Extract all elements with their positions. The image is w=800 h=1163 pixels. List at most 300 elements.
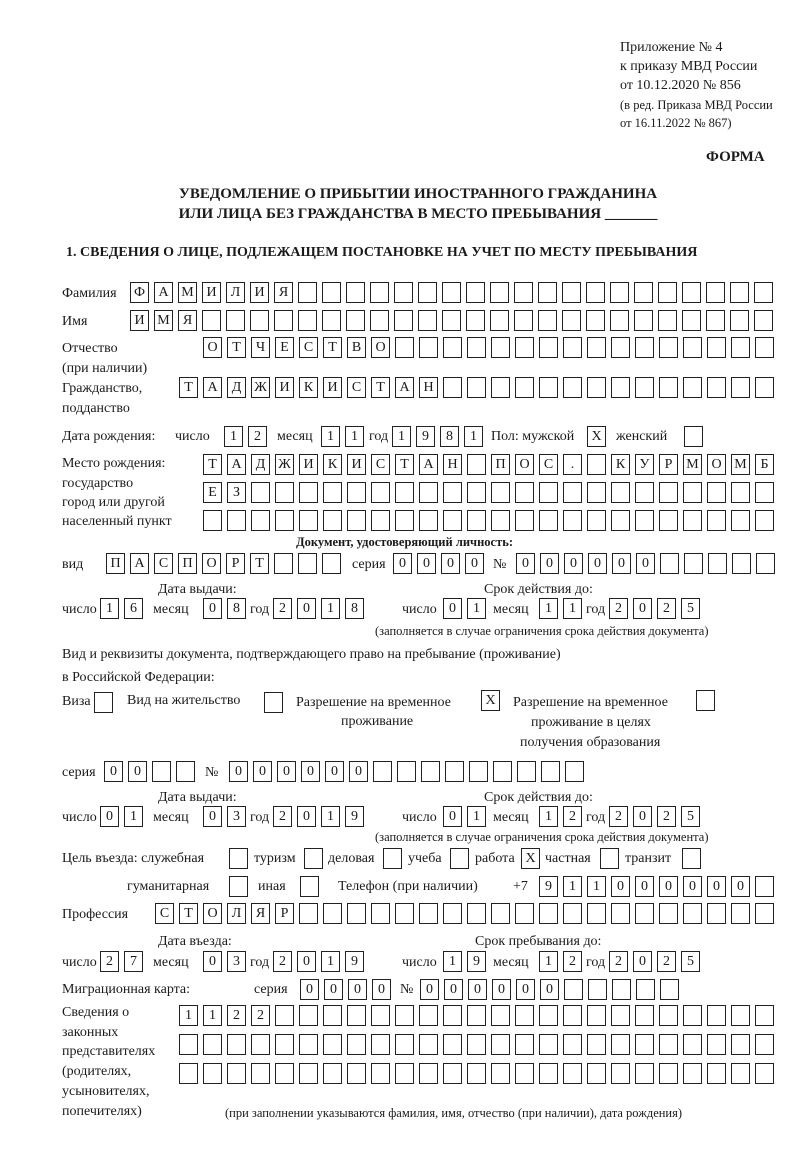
char-box[interactable] [371,510,390,531]
char-box[interactable] [275,1005,294,1026]
char-box[interactable]: 0 [203,951,222,972]
char-box[interactable]: 0 [683,876,702,897]
char-box[interactable] [275,482,294,503]
char-box[interactable] [467,510,486,531]
char-box[interactable]: И [202,282,221,303]
char-box[interactable] [419,1063,438,1084]
char-box[interactable] [731,482,750,503]
char-box[interactable] [755,337,774,358]
char-box[interactable] [419,337,438,358]
char-box[interactable] [467,1034,486,1055]
char-box[interactable]: О [707,454,726,475]
char-box[interactable] [491,1063,510,1084]
char-box[interactable] [299,510,318,531]
char-box[interactable] [515,337,534,358]
char-box[interactable] [564,979,583,1000]
char-box[interactable]: А [395,377,414,398]
char-box[interactable] [659,1005,678,1026]
char-box[interactable]: Я [251,903,270,924]
char-box[interactable] [611,1034,630,1055]
char-box[interactable] [635,1063,654,1084]
char-box[interactable] [635,377,654,398]
char-box[interactable] [684,553,703,574]
char-box[interactable]: 0 [635,876,654,897]
char-box[interactable] [683,377,702,398]
char-box[interactable] [515,377,534,398]
checkbox[interactable] [696,690,715,711]
char-box[interactable]: 0 [301,761,320,782]
char-box[interactable]: З [227,482,246,503]
char-box[interactable]: О [203,903,222,924]
char-box[interactable]: 2 [227,1005,246,1026]
char-box[interactable] [397,761,416,782]
char-box[interactable]: 0 [468,979,487,1000]
char-box[interactable]: И [347,454,366,475]
char-box[interactable] [755,482,774,503]
char-box[interactable] [322,553,341,574]
char-box[interactable]: 0 [100,806,119,827]
char-box[interactable]: 1 [124,806,143,827]
char-box[interactable] [299,1005,318,1026]
char-box[interactable] [299,482,318,503]
char-box[interactable]: С [154,553,173,574]
char-box[interactable]: Б [755,454,774,475]
char-box[interactable] [660,553,679,574]
char-box[interactable] [587,377,606,398]
char-box[interactable] [395,510,414,531]
char-box[interactable] [515,1063,534,1084]
char-box[interactable] [683,903,702,924]
char-box[interactable] [251,482,270,503]
char-box[interactable] [754,282,773,303]
char-box[interactable] [754,310,773,331]
char-box[interactable] [442,310,461,331]
char-box[interactable] [517,761,536,782]
char-box[interactable] [515,903,534,924]
char-box[interactable] [203,510,222,531]
char-box[interactable] [467,482,486,503]
char-box[interactable] [634,310,653,331]
char-box[interactable] [539,482,558,503]
char-box[interactable] [322,282,341,303]
char-box[interactable]: 1 [321,598,340,619]
char-box[interactable] [635,903,654,924]
char-box[interactable]: С [299,337,318,358]
char-box[interactable]: О [515,454,534,475]
char-box[interactable]: 1 [203,1005,222,1026]
char-box[interactable] [659,337,678,358]
char-box[interactable] [611,903,630,924]
char-box[interactable] [298,553,317,574]
char-box[interactable]: Л [226,282,245,303]
checkbox[interactable] [684,426,703,447]
char-box[interactable] [541,761,560,782]
char-box[interactable] [323,1063,342,1084]
char-box[interactable] [251,1034,270,1055]
char-box[interactable]: А [154,282,173,303]
char-box[interactable] [659,482,678,503]
char-box[interactable] [322,310,341,331]
char-box[interactable] [682,282,701,303]
char-box[interactable]: 0 [611,876,630,897]
char-box[interactable] [395,1034,414,1055]
char-box[interactable] [467,454,486,475]
checkbox[interactable] [600,848,619,869]
char-box[interactable] [371,482,390,503]
char-box[interactable]: Ч [251,337,270,358]
char-box[interactable] [418,310,437,331]
char-box[interactable] [299,1063,318,1084]
char-box[interactable]: 2 [273,806,292,827]
char-box[interactable] [421,761,440,782]
char-box[interactable]: Е [203,482,222,503]
char-box[interactable]: Т [203,454,222,475]
checkbox[interactable] [300,876,319,897]
char-box[interactable]: 2 [100,951,119,972]
char-box[interactable] [707,482,726,503]
char-box[interactable] [611,337,630,358]
char-box[interactable] [539,1005,558,1026]
char-box[interactable] [538,282,557,303]
char-box[interactable] [298,310,317,331]
char-box[interactable]: 0 [277,761,296,782]
char-box[interactable] [658,310,677,331]
char-box[interactable]: М [731,454,750,475]
char-box[interactable] [587,482,606,503]
char-box[interactable] [467,903,486,924]
checkbox[interactable] [94,692,113,713]
char-box[interactable]: 1 [467,598,486,619]
char-box[interactable]: 2 [609,951,628,972]
char-box[interactable] [586,282,605,303]
char-box[interactable] [635,510,654,531]
char-box[interactable] [514,310,533,331]
char-box[interactable]: Т [227,337,246,358]
char-box[interactable]: 0 [393,553,412,574]
char-box[interactable]: Т [250,553,269,574]
char-box[interactable] [611,377,630,398]
char-box[interactable]: 9 [416,426,435,447]
char-box[interactable] [443,377,462,398]
char-box[interactable] [731,903,750,924]
char-box[interactable] [467,1063,486,1084]
char-box[interactable]: 9 [345,951,364,972]
char-box[interactable] [176,761,195,782]
char-box[interactable] [563,377,582,398]
char-box[interactable] [635,337,654,358]
char-box[interactable] [274,310,293,331]
char-box[interactable] [683,1005,702,1026]
char-box[interactable] [563,510,582,531]
char-box[interactable] [635,1034,654,1055]
checkbox[interactable] [450,848,469,869]
char-box[interactable]: О [203,337,222,358]
char-box[interactable] [395,1063,414,1084]
char-box[interactable]: 2 [657,598,676,619]
char-box[interactable] [443,1034,462,1055]
char-box[interactable] [587,1063,606,1084]
char-box[interactable] [515,1005,534,1026]
char-box[interactable]: К [323,454,342,475]
char-box[interactable]: 8 [345,598,364,619]
char-box[interactable] [707,337,726,358]
checkbox[interactable] [229,848,248,869]
char-box[interactable]: 2 [563,806,582,827]
char-box[interactable] [611,1005,630,1026]
checkbox[interactable] [304,848,323,869]
char-box[interactable] [539,510,558,531]
char-box[interactable] [707,1063,726,1084]
char-box[interactable] [731,1063,750,1084]
char-box[interactable]: М [178,282,197,303]
char-box[interactable] [538,310,557,331]
char-box[interactable]: 0 [516,979,535,1000]
char-box[interactable] [347,1005,366,1026]
char-box[interactable]: Н [443,454,462,475]
char-box[interactable] [299,1034,318,1055]
char-box[interactable]: М [683,454,702,475]
char-box[interactable] [659,1034,678,1055]
char-box[interactable]: 8 [440,426,459,447]
char-box[interactable]: 0 [229,761,248,782]
char-box[interactable]: И [323,377,342,398]
char-box[interactable] [274,553,293,574]
char-box[interactable] [395,337,414,358]
char-box[interactable]: 2 [657,806,676,827]
char-box[interactable] [708,553,727,574]
char-box[interactable] [707,377,726,398]
char-box[interactable] [612,979,631,1000]
char-box[interactable] [202,310,221,331]
char-box[interactable] [443,337,462,358]
char-box[interactable] [756,553,775,574]
char-box[interactable] [732,553,751,574]
char-box[interactable]: Д [251,454,270,475]
char-box[interactable]: Т [371,377,390,398]
char-box[interactable]: А [130,553,149,574]
char-box[interactable]: 8 [227,598,246,619]
char-box[interactable]: 0 [633,598,652,619]
char-box[interactable] [731,1005,750,1026]
checkbox[interactable]: X [587,426,606,447]
char-box[interactable]: 0 [104,761,123,782]
char-box[interactable] [493,761,512,782]
char-box[interactable]: 0 [444,979,463,1000]
char-box[interactable]: Ж [251,377,270,398]
char-box[interactable] [395,482,414,503]
char-box[interactable] [587,1005,606,1026]
char-box[interactable] [611,510,630,531]
char-box[interactable] [395,1005,414,1026]
char-box[interactable]: 2 [609,806,628,827]
char-box[interactable]: 1 [464,426,483,447]
char-box[interactable]: 1 [345,426,364,447]
char-box[interactable] [226,310,245,331]
char-box[interactable] [251,1063,270,1084]
char-box[interactable] [659,510,678,531]
char-box[interactable]: 0 [300,979,319,1000]
char-box[interactable] [466,310,485,331]
char-box[interactable]: 0 [516,553,535,574]
char-box[interactable] [491,510,510,531]
char-box[interactable] [394,310,413,331]
char-box[interactable] [469,761,488,782]
char-box[interactable]: 0 [443,806,462,827]
char-box[interactable]: 1 [587,876,606,897]
char-box[interactable]: 0 [203,598,222,619]
char-box[interactable]: О [202,553,221,574]
char-box[interactable] [203,1034,222,1055]
char-box[interactable] [419,903,438,924]
char-box[interactable] [586,310,605,331]
char-box[interactable]: 0 [540,979,559,1000]
char-box[interactable]: 0 [297,951,316,972]
char-box[interactable] [443,903,462,924]
char-box[interactable] [562,282,581,303]
char-box[interactable]: Р [659,454,678,475]
char-box[interactable] [227,510,246,531]
char-box[interactable]: 0 [420,979,439,1000]
char-box[interactable]: 9 [345,806,364,827]
char-box[interactable]: 2 [273,951,292,972]
char-box[interactable] [419,510,438,531]
char-box[interactable]: 1 [539,806,558,827]
char-box[interactable] [706,282,725,303]
char-box[interactable]: 2 [273,598,292,619]
char-box[interactable]: 5 [681,951,700,972]
checkbox[interactable] [383,848,402,869]
char-box[interactable]: 3 [227,951,246,972]
char-box[interactable] [347,510,366,531]
char-box[interactable] [467,337,486,358]
char-box[interactable] [539,903,558,924]
char-box[interactable] [683,482,702,503]
char-box[interactable] [419,1034,438,1055]
char-box[interactable]: 0 [324,979,343,1000]
char-box[interactable]: 0 [253,761,272,782]
checkbox[interactable] [264,692,283,713]
char-box[interactable] [203,1063,222,1084]
char-box[interactable]: Н [419,377,438,398]
char-box[interactable] [491,337,510,358]
char-box[interactable] [658,282,677,303]
char-box[interactable] [395,903,414,924]
char-box[interactable]: 2 [609,598,628,619]
char-box[interactable] [490,310,509,331]
char-box[interactable]: 5 [681,806,700,827]
char-box[interactable] [515,510,534,531]
char-box[interactable]: 1 [100,598,119,619]
char-box[interactable]: 1 [321,951,340,972]
char-box[interactable]: И [250,282,269,303]
char-box[interactable]: Л [227,903,246,924]
char-box[interactable] [298,282,317,303]
char-box[interactable]: 0 [633,806,652,827]
char-box[interactable] [419,482,438,503]
char-box[interactable] [442,282,461,303]
char-box[interactable]: 1 [539,951,558,972]
char-box[interactable]: 0 [128,761,147,782]
char-box[interactable] [418,282,437,303]
char-box[interactable] [323,903,342,924]
char-box[interactable] [467,377,486,398]
char-box[interactable]: 7 [124,951,143,972]
char-box[interactable] [490,282,509,303]
char-box[interactable] [347,482,366,503]
char-box[interactable] [491,903,510,924]
char-box[interactable]: К [611,454,630,475]
char-box[interactable] [635,1005,654,1026]
char-box[interactable] [347,1034,366,1055]
char-box[interactable] [371,903,390,924]
char-box[interactable]: 0 [297,598,316,619]
char-box[interactable] [682,310,701,331]
char-box[interactable] [611,482,630,503]
char-box[interactable] [539,1034,558,1055]
char-box[interactable] [323,1005,342,1026]
char-box[interactable] [539,337,558,358]
char-box[interactable]: 2 [248,426,267,447]
char-box[interactable]: Е [275,337,294,358]
char-box[interactable] [610,282,629,303]
char-box[interactable] [731,377,750,398]
char-box[interactable]: Р [275,903,294,924]
char-box[interactable]: Т [323,337,342,358]
char-box[interactable]: К [299,377,318,398]
char-box[interactable] [467,1005,486,1026]
char-box[interactable] [565,761,584,782]
char-box[interactable]: 0 [540,553,559,574]
char-box[interactable]: 0 [659,876,678,897]
char-box[interactable]: С [155,903,174,924]
char-box[interactable] [539,1063,558,1084]
char-box[interactable] [563,482,582,503]
checkbox[interactable] [682,848,701,869]
char-box[interactable] [707,903,726,924]
checkbox[interactable]: X [521,848,540,869]
char-box[interactable] [659,1063,678,1084]
char-box[interactable]: 1 [179,1005,198,1026]
char-box[interactable] [275,1034,294,1055]
char-box[interactable]: Ф [130,282,149,303]
char-box[interactable] [419,1005,438,1026]
char-box[interactable] [445,761,464,782]
char-box[interactable] [683,1034,702,1055]
char-box[interactable] [227,1034,246,1055]
char-box[interactable] [587,1034,606,1055]
char-box[interactable] [587,510,606,531]
char-box[interactable]: Т [179,377,198,398]
char-box[interactable] [755,1063,774,1084]
char-box[interactable] [587,903,606,924]
char-box[interactable] [179,1034,198,1055]
char-box[interactable] [730,310,749,331]
char-box[interactable] [373,761,392,782]
char-box[interactable] [683,510,702,531]
char-box[interactable] [514,282,533,303]
char-box[interactable] [660,979,679,1000]
char-box[interactable]: . [563,454,582,475]
char-box[interactable]: 1 [392,426,411,447]
char-box[interactable]: 1 [563,876,582,897]
char-box[interactable] [394,282,413,303]
char-box[interactable]: П [178,553,197,574]
char-box[interactable]: 0 [443,598,462,619]
char-box[interactable] [152,761,171,782]
char-box[interactable] [755,1005,774,1026]
char-box[interactable]: 0 [297,806,316,827]
char-box[interactable] [250,310,269,331]
